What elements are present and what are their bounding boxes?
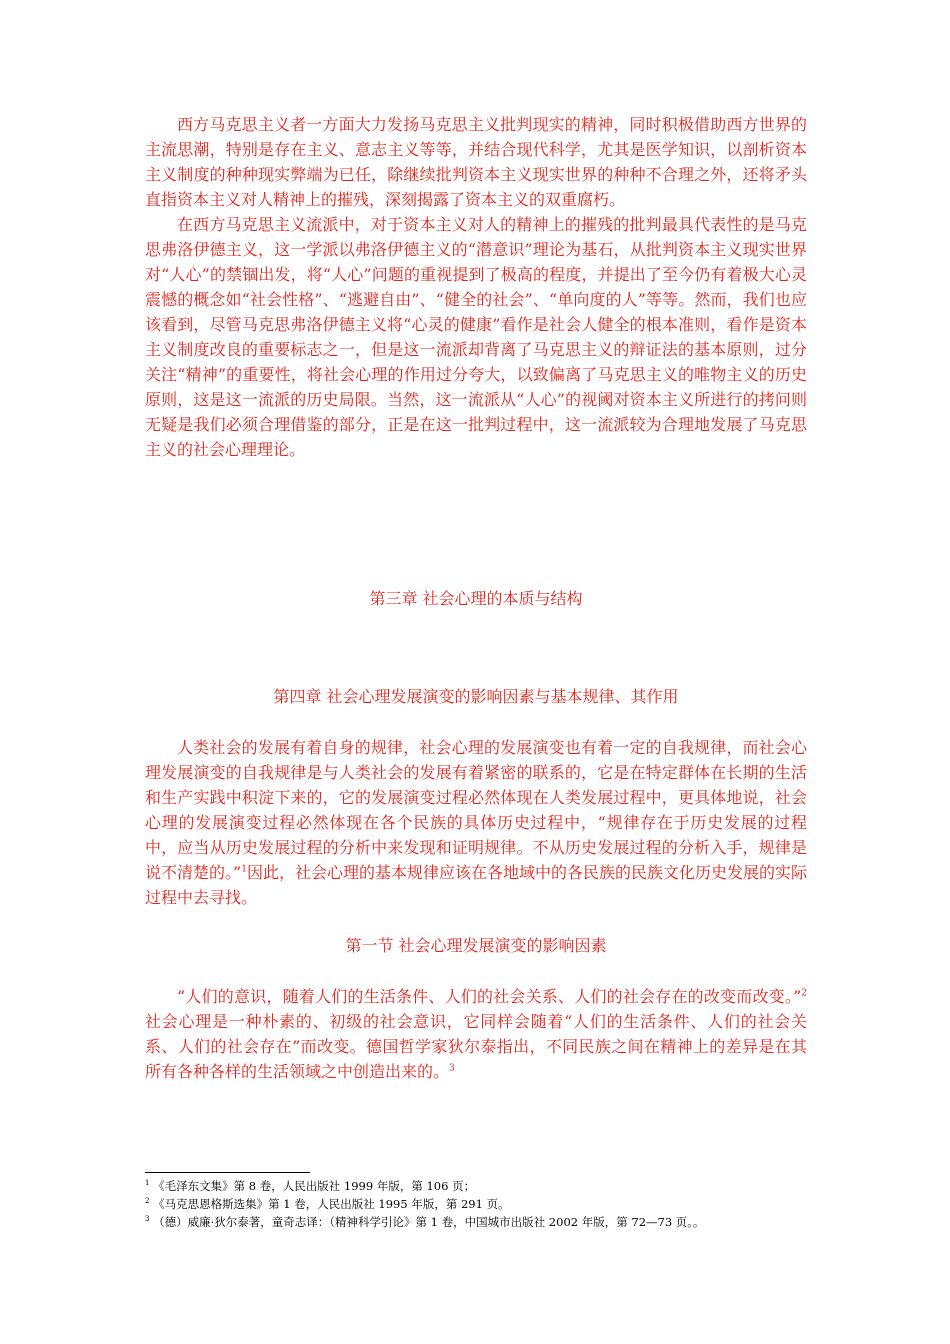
chapter-4-paragraph-1-part-b: 因此，社会心理的基本规律应该在各地域中的各民族的民族文化历史发展的实际过程中去寻找。 [145,863,807,907]
footnote-1-number: 1 [145,1179,150,1188]
footnote-1-text: 《毛泽东文集》第 8 卷，人民出版社 1999 年版，第 106 页； [153,1179,476,1193]
intro-paragraph-1: 西方马克思主义者一方面大力发扬马克思主义批判现实的精神，同时积极借助西方世界的主流思潮，特别是存在主义、意志主义等等，并结合现代科学，尤其是医学知识，以剖析资本主义制度的种种现实弊端为已任，除继续批判资本主义现实世界的种种不合理之外，还将矛头直指资本主义对人精神上的摧残，深刻揭露了资本主义的双重腐朽。 [145,115,807,209]
footnote-2 [145,1195,825,1213]
footnotes [145,1177,825,1231]
footnote-ref-1[interactable]: 1 [241,864,247,875]
footnote-separator [145,1172,310,1173]
chapter-4-title: 第四章 社会心理发展演变的影响因素与基本规律、其作用 [273,687,679,706]
footnote-ref-2[interactable]: 2 [801,988,807,999]
section-1-paragraph-1-part-a: “人们的意识，随着人们的生活条件、人们的社会关系、人们的社会存在的改变而改变。” [177,987,802,1006]
section-1-body [145,984,807,1084]
footnote-3-number: 3 [145,1215,150,1224]
section-1-title: 第一节 社会心理发展演变的影响因素 [345,936,607,955]
footnote-1 [145,1177,825,1195]
intro-section [145,112,807,462]
footnote-2-number: 2 [145,1197,150,1206]
chapter-3-title: 第三章 社会心理的本质与结构 [369,589,583,608]
footnote-3-text: （德）威廉·狄尔泰著，童奇志译：（精神科学引论》第 1 卷，中国城市出版社 2002 年版，第 72—73 页。。 [153,1215,705,1229]
chapter-4-paragraph-1-part-a: 人类社会的发展有着自身的规律，社会心理的发展演变也有着一定的自我规律，而社会心理发展演变的自我规律是与人类社会的发展有着紧密的联系的，它是在特定群体在长期的生活和生产实践中积淀下来的，它的发展演变过程必然体现在人类发展过程中，更具体地说，社会心理的发展演变过程必然体现在各个民族的具体历史过程中，“规律存在于历史发展的过程中，应当从历史发展过程的分析中来发现和证明规律。不从历史发展过程的分析入手，规律是说不清楚的。” [145,738,807,882]
footnote-3 [145,1213,825,1231]
chapter-4-paragraph-1 [145,735,807,910]
section-1-paragraph-1 [145,984,807,1084]
footnote-2-text: 《马克思恩格斯选集》第 1 卷，人民出版社 1995 年版，第 291 页。 [153,1197,510,1211]
footnote-ref-3[interactable]: 3 [449,1063,455,1074]
intro-paragraph-2: 在西方马克思主义流派中，对于资本主义对人的精神上的摧残的批判最具代表性的是马克思弗洛伊德主义，这一学派以弗洛伊德主义的“潜意识”理论为基石，从批判资本主义现实世界对“人心”的禁锢出发，将“人心”问题的重视提到了极高的程度，并提出了至今仍有着极大心灵震憾的概念如“社会性格”、“逃避自由”、“健全的社会”、“单向度的人”等等。然而，我们也应该看到，尽管马克思弗洛伊德主义将“心灵的健康”看作是社会人健全的根本准则，看作是资本主义制度改良的重要标志之一，但是这一流派却背离了马克思主义的辩证法的基本原则，过分关注“精神”的重要性，将社会心理的作用过分夸大，以致偏离了马克思主义的唯物主义的历史原则，这是这一流派的历史局限。当然，这一流派从“人心”的视阈对资本主义所进行的拷问则无疑是我们必须合理借鉴的部分，正是在这一批判过程中，这一流派较为合理地发展了马克思主义的社会心理理论。 [145,215,807,459]
chapter-4-body [145,735,807,910]
section-1-paragraph-1-part-b: 社会心理是一种朴素的、初级的社会意识，它同样会随着“人们的生活条件、人们的社会关系、人们的社会存在”而改变。德国哲学家狄尔泰指出，不同民族之间在精神上的差异是在其所有各种各样的生活领域之中创造出来的。 [145,1012,807,1081]
